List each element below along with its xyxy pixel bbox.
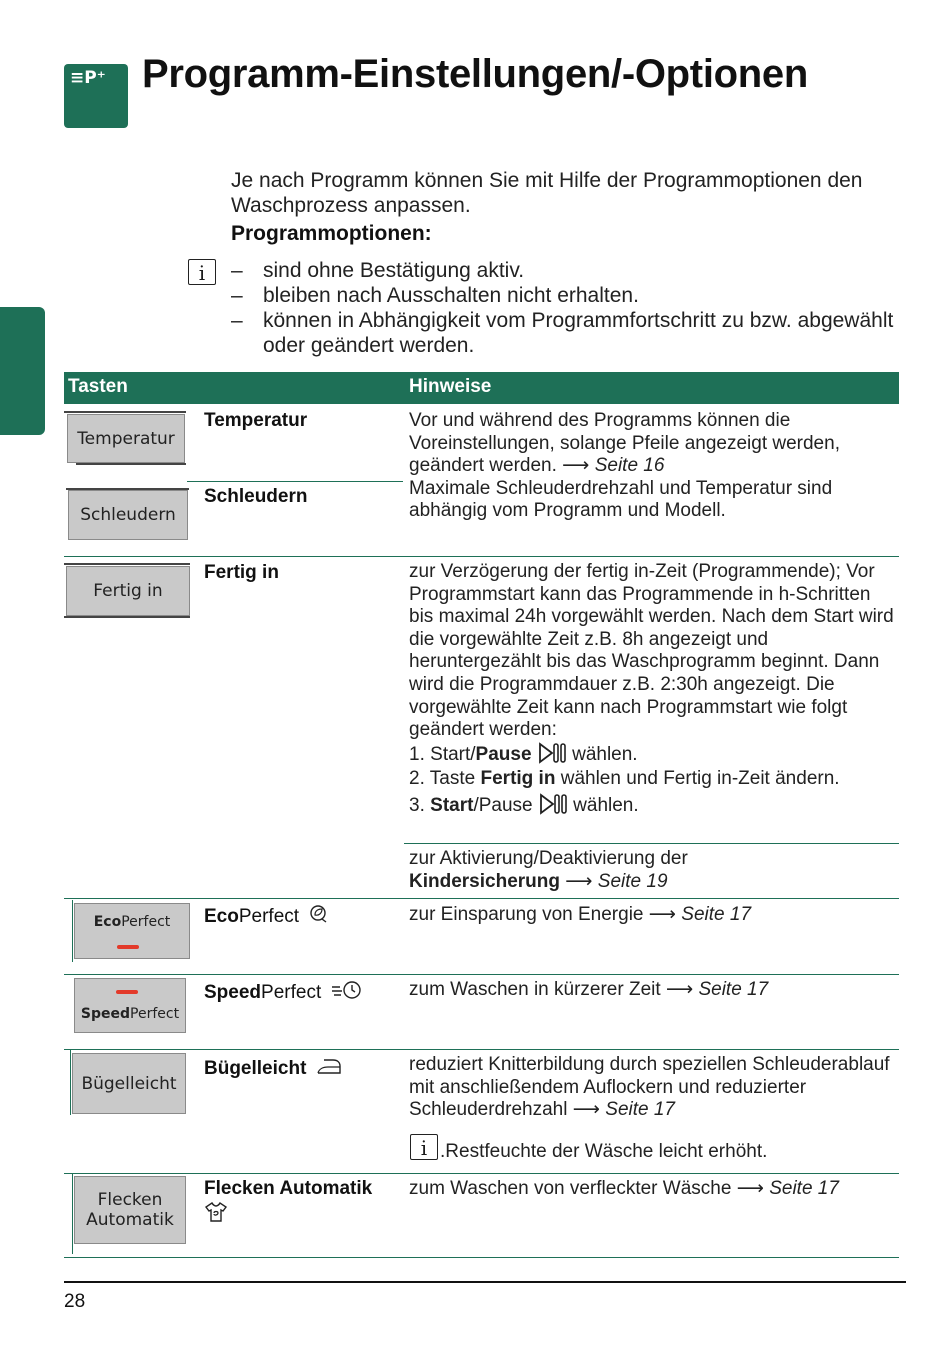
fertig-in-key: Fertig in [66, 566, 190, 616]
step-1: 1. Start/Pause wählen. [409, 743, 638, 765]
info-icon: i [188, 259, 216, 285]
key-bottom-bar [76, 463, 186, 465]
intro-text: Je nach Programm können Sie mit Hilfe der Programmoptionen den Waschprozess anpassen. [231, 169, 863, 217]
options-bullet-list [231, 258, 911, 358]
page-title: Programm-Einstellungen/-Optionen [142, 52, 808, 96]
eco-led [117, 945, 139, 949]
eco-perfect-note: zur Einsparung von Energie ⟶ Seite 17 [409, 904, 752, 925]
column-header-notes: Hinweise [409, 376, 492, 397]
key-top-bar [66, 488, 189, 490]
fertig-in-label: Fertig in [204, 562, 279, 583]
start-pause-icon [537, 742, 567, 764]
key-bottom-bar [64, 616, 190, 618]
eco-perfect-label: EcoPerfect [204, 904, 330, 928]
row-divider [64, 898, 899, 899]
page-number: 28 [64, 1291, 86, 1312]
speed-led [116, 990, 138, 994]
section-icon-text: ≡P⁺ [70, 68, 106, 88]
buegelleicht-note: reduziert Knitterbildung durch speziellen Schleuderablauf mit anschließendem Auflockern und reduzierter Schleuderdrehzahl ⟶ Seite 17 [409, 1054, 890, 1121]
key-top-bar [64, 563, 190, 565]
row-divider [187, 481, 403, 482]
step-2: 2. Taste Fertig in wählen und Fertig in-Zeit ändern. [409, 768, 840, 790]
speed-perfect-icon [331, 980, 363, 1000]
row-divider [64, 556, 899, 557]
buegelleicht-label: Bügelleicht [204, 1056, 342, 1080]
temperatur-key: Temperatur [67, 414, 185, 463]
row-divider [64, 974, 899, 975]
eco-perfect-icon [308, 904, 330, 924]
step-3: 3. Start/Pause wählen. [409, 794, 639, 816]
row-divider [64, 1049, 899, 1050]
row-divider [64, 1173, 899, 1174]
list-item: – können in Abhängigkeit vom Programmfortschritt zu bzw. abgewählt oder geändert werden. [231, 309, 894, 357]
info-icon: i [410, 1134, 438, 1160]
flecken-automatik-note: zum Waschen von verfleckter Wäsche ⟶ Seite 17 [409, 1178, 839, 1199]
key-edge [70, 1050, 71, 1115]
key-edge [72, 1174, 73, 1254]
temperatur-label: Temperatur [204, 410, 308, 431]
list-item: – sind ohne Bestätigung aktiv. [231, 259, 525, 282]
key-top-bar [64, 411, 186, 413]
fertig-in-note: zur Verzögerung der fertig in-Zeit (Programmende); Vor Programmstart kann das Programmende in h-Schritten bis maximal 24h vorgewählt werden. Nach dem Start wird die vorgewählte Zeit z.B. 8h angezeigt und heruntergezählt bis das Waschprogramm beginnt. Dann wird die Programmdauer z.B. 2:30h angezeigt. Die vorgewählte Zeit kann nach Programmstart wie folgt geändert werden: 1. Start/Pause wählen. 2. Taste Fertig in wählen und Fertig in-Zeit ändern. 3. Start/Pause wählen. [409, 561, 894, 816]
footer-rule [64, 1281, 906, 1283]
buegelleicht-info-note: .Restfeuchte der Wäsche leicht erhöht. [440, 1141, 768, 1162]
row-divider [404, 843, 899, 844]
iron-icon [316, 1056, 342, 1076]
speed-perfect-note: zum Waschen in kürzerer Zeit ⟶ Seite 17 [409, 979, 769, 1000]
stain-shirt-icon [204, 1201, 228, 1223]
speed-perfect-key: SpeedPerfect [74, 978, 186, 1033]
start-pause-icon [538, 793, 568, 815]
list-item: – bleiben nach Ausschalten nicht erhalten. [231, 284, 639, 307]
options-heading: Programmoptionen: [231, 222, 432, 245]
section-options-icon [64, 64, 128, 128]
column-header-keys: Tasten [68, 376, 128, 397]
kindersicherung-note: zur Aktivierung/Deaktivierung der Kindersicherung ⟶ Seite 19 [409, 848, 688, 892]
key-edge [72, 900, 73, 962]
flecken-automatik-key: Flecken Automatik [74, 1176, 186, 1244]
schleudern-key: Schleudern [68, 490, 188, 540]
flecken-automatik-label: Flecken Automatik [204, 1178, 373, 1199]
row-divider [64, 1257, 899, 1258]
schleudern-label: Schleudern [204, 486, 308, 507]
temperatur-note: Vor und während des Programms können die Voreinstellungen, solange Pfeile angezeigt werden, geändert werden. ⟶ Seite 16 Maximale Schleuderdrehzahl und Temperatur sind abhängig vom Programm und Modell. [409, 410, 840, 522]
speed-perfect-label: SpeedPerfect [204, 980, 363, 1004]
eco-perfect-key: EcoPerfect [74, 903, 190, 959]
chapter-side-tab [0, 307, 45, 435]
buegelleicht-key: Bügelleicht [72, 1053, 186, 1114]
